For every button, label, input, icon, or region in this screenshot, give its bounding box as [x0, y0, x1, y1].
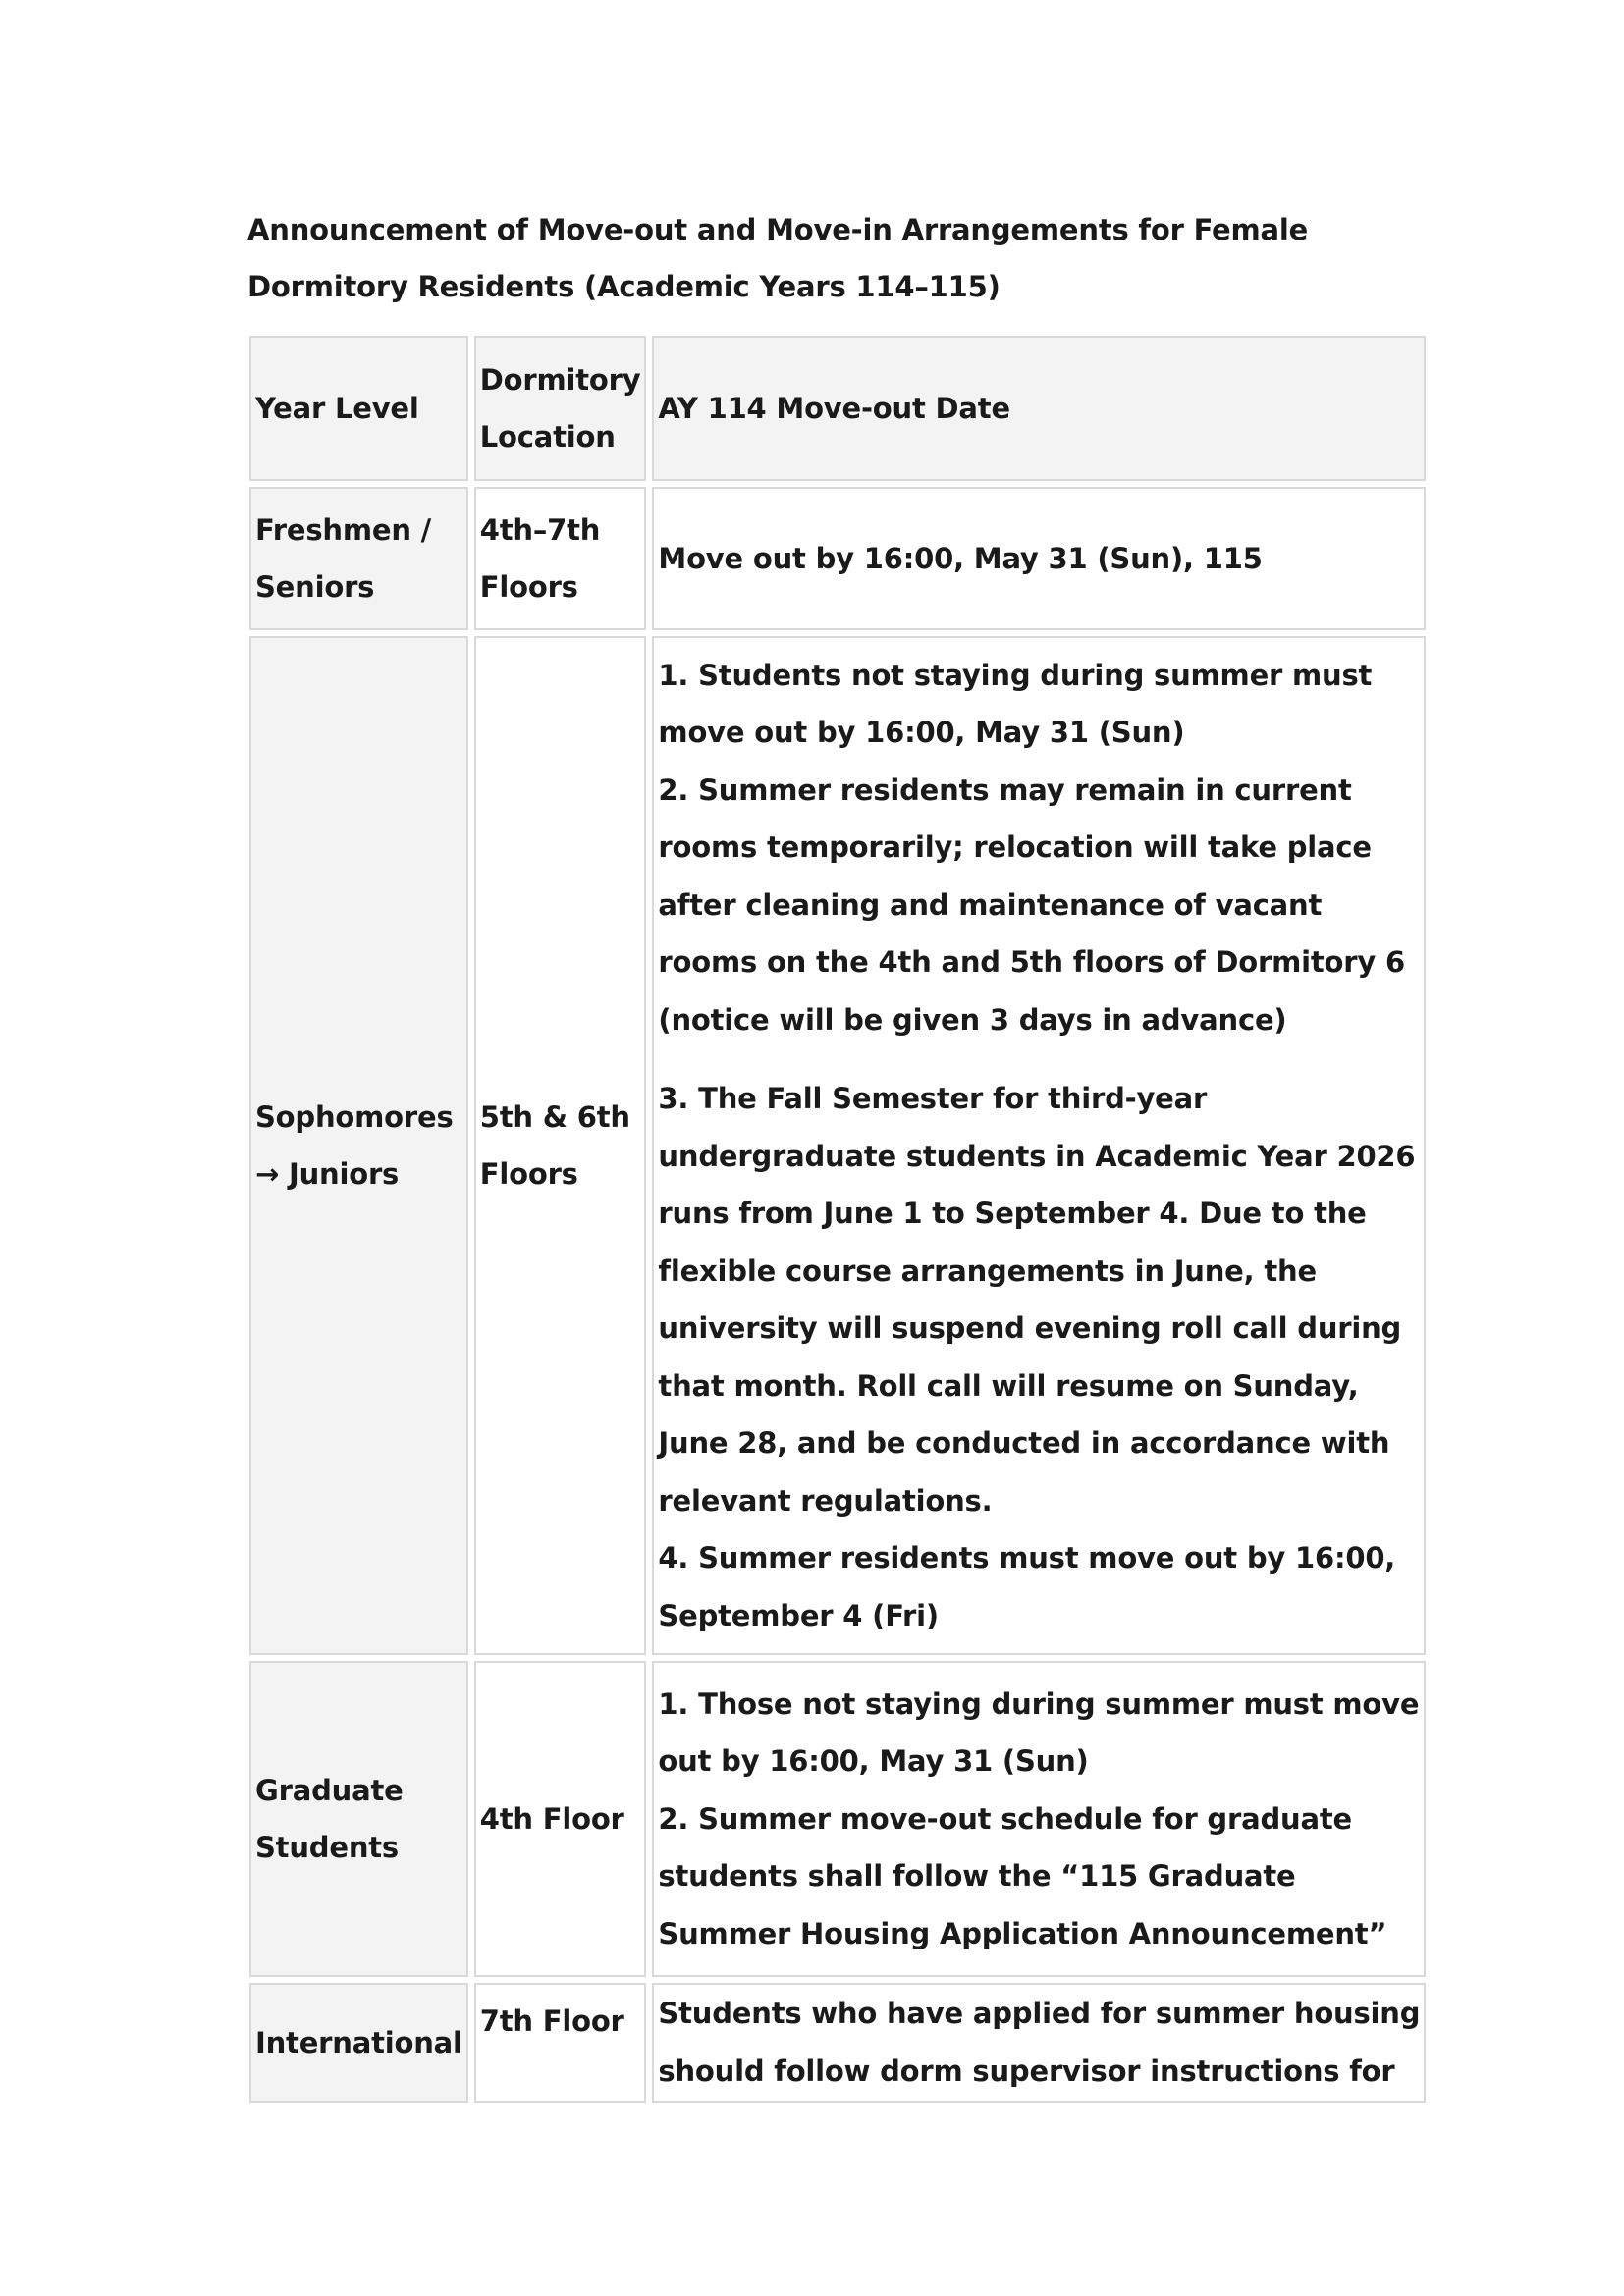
table-row	[249, 1983, 1426, 2103]
row-location	[474, 1983, 647, 2103]
details-line: flexible course arrangements in June, the	[658, 1254, 1317, 1288]
row-location	[474, 1661, 647, 1977]
details-line: move out by 16:00, May 31 (Sun)	[658, 716, 1185, 750]
table-row	[249, 1661, 1426, 1977]
details-line: Summer Housing Application Announcement”	[658, 1916, 1387, 1950]
year-level-line: Students	[255, 1831, 399, 1864]
details-line: 2. Summer residents may remain in current	[658, 773, 1352, 807]
move-out-schedule-table	[244, 330, 1432, 2109]
page-title	[247, 201, 1386, 315]
details-line: 2. Summer move-out schedule for graduate	[658, 1801, 1352, 1836]
year-level-line: Seniors	[255, 570, 375, 604]
location-line: Floors	[479, 1157, 578, 1191]
details-line: should follow dorm supervisor instructions for	[658, 2054, 1395, 2088]
location-line: 5th & 6th	[479, 1099, 630, 1134]
detail-item-2	[658, 1790, 1420, 1963]
table-header-row	[249, 336, 1426, 481]
header-location-line-2: Location	[479, 420, 616, 454]
location-line: 7th Floor	[479, 2004, 624, 2038]
detail-item-2	[658, 762, 1420, 1049]
details-line: out by 16:00, May 31 (Sun)	[658, 1744, 1089, 1779]
row-details	[652, 1661, 1426, 1977]
row-year-level	[249, 636, 468, 1655]
page-title-line-2: Dormitory Residents (Academic Years 114–115)	[247, 270, 1001, 303]
year-level-line: Graduate	[255, 1773, 404, 1807]
location-line: 4th Floor	[479, 1801, 624, 1836]
header-location-line-1: Dormitory	[479, 362, 641, 397]
location-line: 4th–7th	[479, 512, 601, 547]
details-line: students shall follow the “115 Graduate	[658, 1859, 1296, 1894]
row-details	[652, 487, 1426, 630]
detail-item-4	[658, 1529, 1420, 1644]
details-line: relevant regulations.	[658, 1483, 993, 1518]
year-level-line: Freshmen /	[255, 512, 432, 547]
details-line: June 28, and be conducted in accordance with	[658, 1426, 1390, 1461]
header-year-level-text: Year Level	[255, 391, 419, 425]
details-line: (notice will be given 3 days in advance)	[658, 1002, 1287, 1037]
table-row	[249, 636, 1426, 1655]
details-line: university will suspend evening roll call during	[658, 1311, 1402, 1346]
details-line: rooms on the 4th and 5th floors of Dormitory 6	[658, 945, 1405, 980]
details-line: 1. Those not staying during summer must move	[658, 1686, 1420, 1721]
details-line: undergraduate students in Academic Year 2026	[658, 1139, 1416, 1173]
row-details	[652, 1983, 1426, 2103]
detail-item-1	[658, 1676, 1420, 1790]
header-move-out-date-text: AY 114 Move-out Date	[658, 391, 1010, 425]
row-year-level	[249, 487, 468, 630]
details-line: runs from June 1 to September 4. Due to the	[658, 1197, 1367, 1231]
details-line: 4. Summer residents must move out by 16:00,	[658, 1541, 1396, 1575]
details-line: 1. Students not staying during summer must	[658, 658, 1373, 692]
details-line: that month. Roll call will resume on Sunday,	[658, 1368, 1359, 1403]
header-year-level	[249, 336, 468, 481]
details-line: after cleaning and maintenance of vacant	[658, 887, 1323, 922]
row-year-level	[249, 1983, 468, 2103]
detail-item-3	[658, 1070, 1420, 1529]
row-location	[474, 487, 647, 630]
details-line: September 4 (Fri)	[658, 1598, 939, 1632]
year-level-line: Sophomores	[255, 1099, 454, 1134]
year-level-line: → Juniors	[255, 1157, 400, 1191]
details-line: rooms temporarily; relocation will take place	[658, 830, 1372, 865]
location-line: Floors	[479, 570, 578, 604]
page-title-line-1: Announcement of Move-out and Move-in Arrangements for Female	[247, 213, 1309, 246]
details-line: 3. The Fall Semester for third-year	[658, 1082, 1208, 1116]
header-move-out-date	[652, 336, 1426, 481]
row-year-level	[249, 1661, 468, 1977]
details-line: Move out by 16:00, May 31 (Sun), 115	[658, 541, 1263, 575]
detail-item-1	[658, 647, 1420, 762]
table-row	[249, 487, 1426, 630]
row-details	[652, 636, 1426, 1655]
details-clipped-region	[658, 1985, 1420, 2100]
header-dormitory-location	[474, 336, 647, 481]
year-level-line: International	[255, 2025, 462, 2059]
row-location	[474, 636, 647, 1655]
details-line: Students who have applied for summer housing	[658, 1997, 1421, 2030]
